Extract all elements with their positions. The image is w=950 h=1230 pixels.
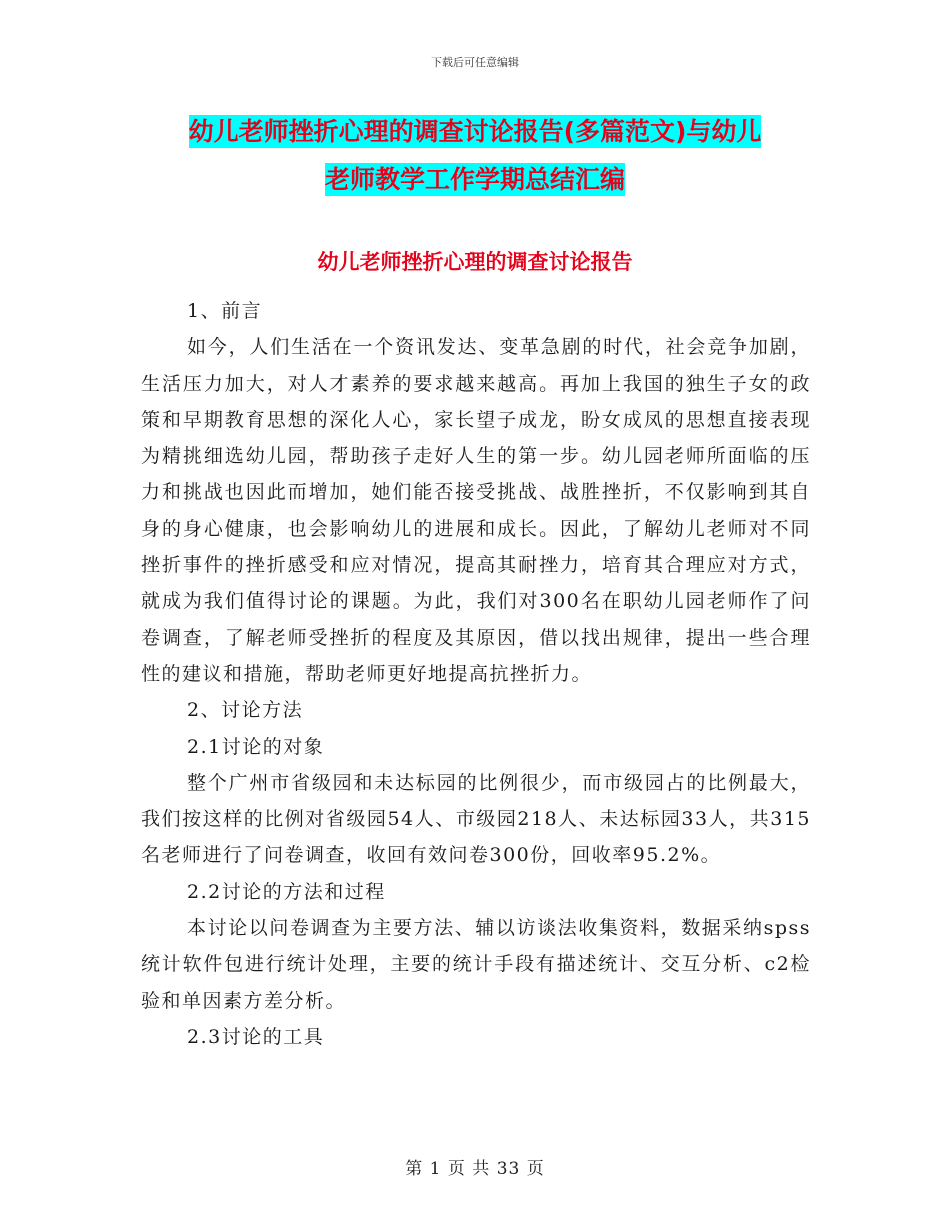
heading-preface: 1、前言 [187, 300, 263, 322]
paragraph-methods-process: 本讨论以问卷调查为主要方法、辅以访谈法收集资料，数据采纳spss统计软件包进行统计处理，主要的统计手段有描述统计、交互分析、c2检验和单因素方差分析。 [141, 917, 811, 1012]
document-title [140, 108, 810, 204]
paragraph-preface: 如今，人们生活在一个资讯发达、变革急剧的时代，社会竞争加剧，生活压力加大，对人才素养的要求越来越高。再加上我国的独生子女的政策和早期教育思想的深化人心，家长望子成龙，盼女成凤的思想直接表现为精挑细选幼儿园，帮助孩子走好人生的第一步。幼儿园老师所面临的压力和挑战也因此而增加，她们能否接受挑战、战胜挫折，不仅影响到其自身的身心健康，也会影响幼儿的进展和成长。因此，了解幼儿老师对不同挫折事件的挫折感受和应对情况，提高其耐挫力，培育其合理应对方式，就成为我们值得讨论的课题。为此，我们对300名在职幼儿园老师作了问卷调查，了解老师受挫折的程度及其原因，借以找出规律，提出一些合理性的建议和措施，帮助老师更好地提高抗挫折力。 [141, 336, 811, 685]
paragraph-subjects: 整个广州市省级园和未达标园的比例很少，而市级园占的比例最大，我们按这样的比例对省级园54人、市级园218人、未达标园33人，共315名老师进行了问卷调查，收回有效问卷300份，回收率95.2%。 [141, 771, 811, 867]
document-title-line-1: 幼儿老师挫折心理的调查讨论报告(多篇范文)与幼儿 [188, 117, 762, 146]
heading-subjects: 2.1讨论的对象 [187, 735, 325, 758]
heading-methods: 2、讨论方法 [187, 699, 304, 722]
heading-methods-process: 2.2讨论的方法和过程 [187, 880, 386, 903]
page-number-footer: 第 1 页 共 33 页 [405, 1159, 545, 1179]
document-title-line-2: 老师教学工作学期总结汇编 [324, 165, 625, 194]
page-header-note: 下载后可任意编辑 [431, 56, 519, 69]
document-body [141, 293, 811, 1055]
heading-tools: 2.3讨论的工具 [187, 1025, 325, 1048]
section-title: 幼儿老师挫折心理的调查讨论报告 [317, 250, 633, 274]
